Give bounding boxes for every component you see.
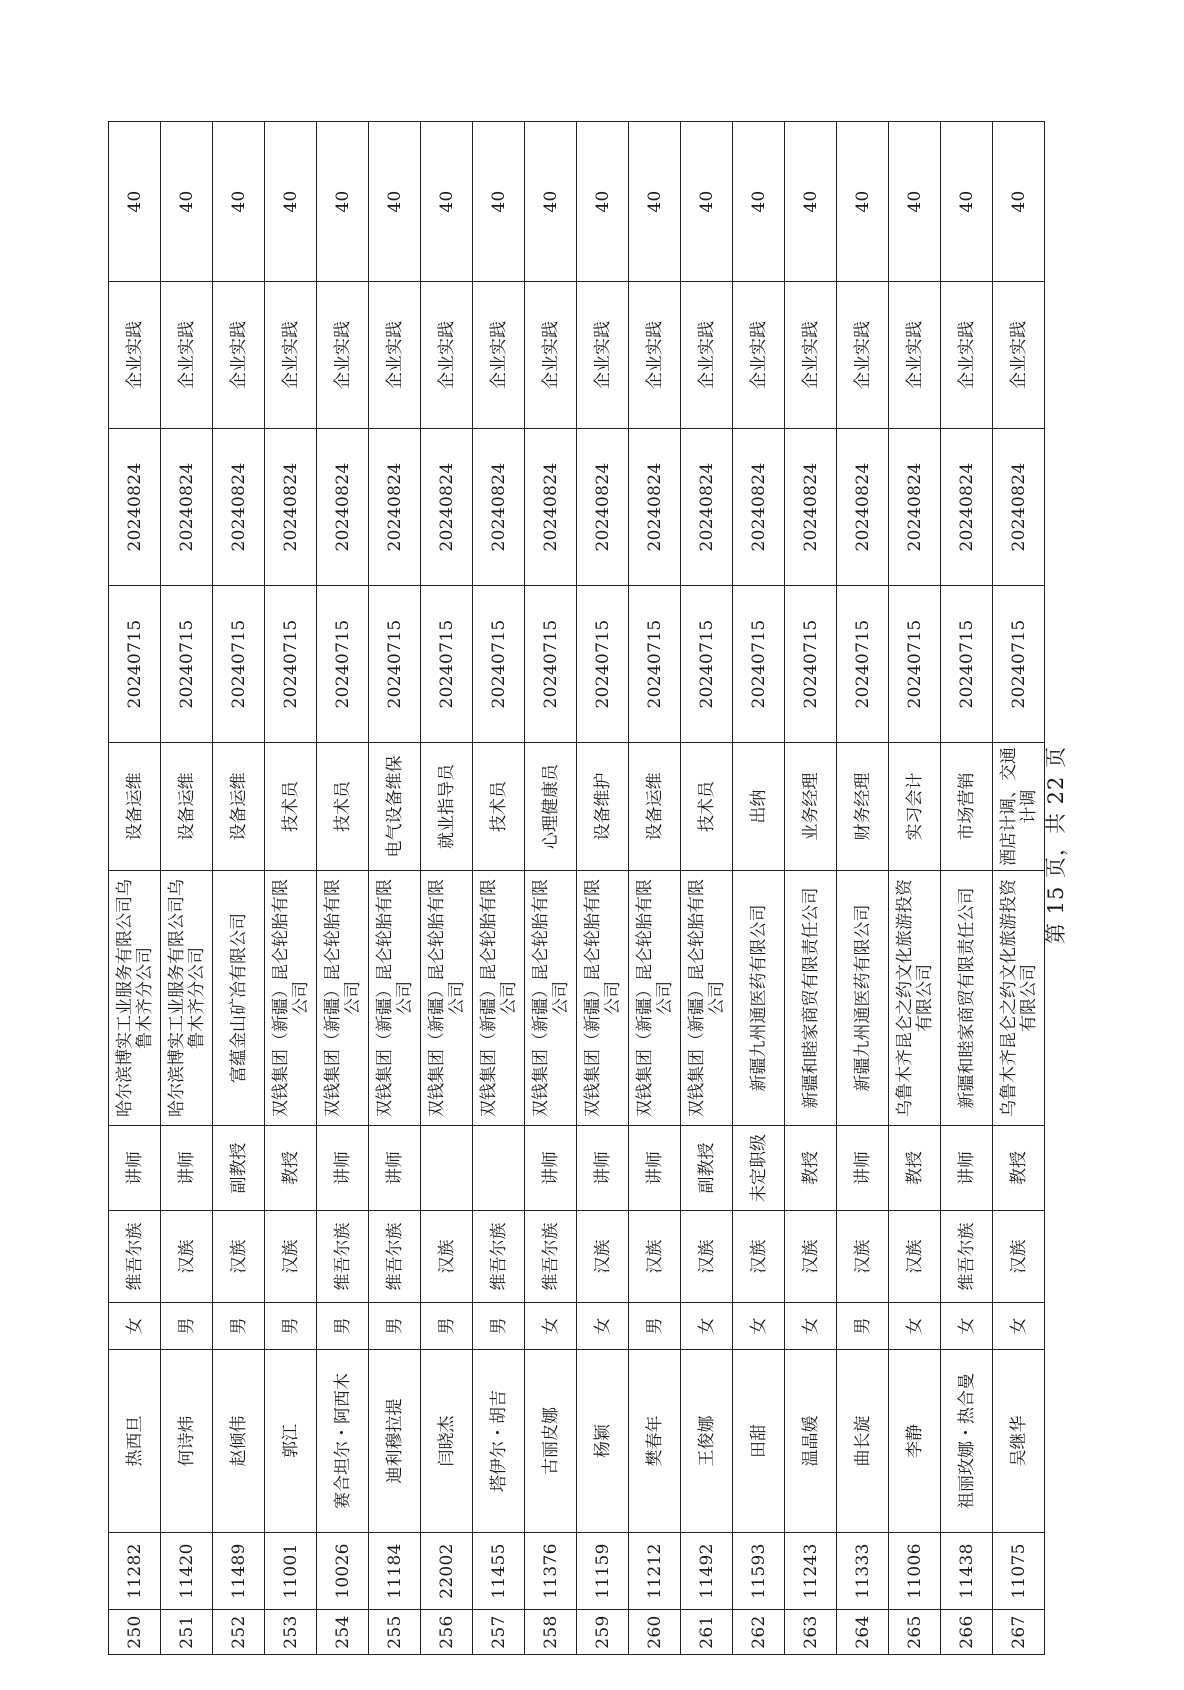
person-name-cell: 李静: [889, 1350, 941, 1533]
practice-type-cell: 企业实践: [109, 282, 161, 429]
start-date-cell: 20240715: [629, 586, 681, 743]
ethnicity-cell: 汉族: [161, 1211, 213, 1303]
company-name-cell: 哈尔滨博实工业服务有限公司乌鲁木齐分公司: [161, 871, 213, 1126]
ethnicity-cell: 汉族: [213, 1211, 265, 1303]
person-name-cell: 闫晓杰: [421, 1350, 473, 1533]
practice-type-cell: 企业实践: [837, 282, 889, 429]
position-cell: 设备维护: [577, 743, 629, 871]
person-name-cell: 樊春年: [629, 1350, 681, 1533]
practice-type-cell: 企业实践: [993, 282, 1045, 429]
person-name-cell: 温晶媛: [785, 1350, 837, 1533]
job-title-cell: 副教授: [213, 1126, 265, 1211]
row-number-cell: 265: [889, 1610, 941, 1655]
start-date-cell: 20240715: [109, 586, 161, 743]
person-name-cell: 赛合坦尔・阿西木: [317, 1350, 369, 1533]
person-name-cell: 杨颖: [577, 1350, 629, 1533]
practice-type-cell: 企业实践: [733, 282, 785, 429]
company-name-cell: 双钱集团（新疆）昆仑轮胎有限公司: [369, 871, 421, 1126]
gender-cell: 男: [629, 1303, 681, 1350]
ethnicity-cell: 汉族: [265, 1211, 317, 1303]
position-cell: 技术员: [317, 743, 369, 871]
table-row: [317, 122, 369, 1655]
end-date-cell: 20240824: [941, 429, 993, 586]
table-row: [421, 122, 473, 1655]
hours-cell: 40: [161, 122, 213, 282]
end-date-cell: 20240824: [109, 429, 161, 586]
practice-type-cell: 企业实践: [785, 282, 837, 429]
person-name-cell: 迪利穆拉提: [369, 1350, 421, 1533]
gender-cell: 男: [265, 1303, 317, 1350]
table-row: [837, 122, 889, 1655]
company-name-cell: 新疆和睦家商贸有限责任公司: [785, 871, 837, 1126]
practice-type-cell: 企业实践: [889, 282, 941, 429]
position-cell: 设备运维: [629, 743, 681, 871]
company-name-cell: 乌鲁木齐昆仑之约文化旅游投资有限公司: [889, 871, 941, 1126]
job-title-cell: 讲师: [941, 1126, 993, 1211]
hours-cell: 40: [473, 122, 525, 282]
staff-id-cell: 11159: [577, 1533, 629, 1610]
end-date-cell: 20240824: [577, 429, 629, 586]
staff-id-cell: 11212: [629, 1533, 681, 1610]
ethnicity-cell: 汉族: [577, 1211, 629, 1303]
job-title-cell: 讲师: [525, 1126, 577, 1211]
table-row: [629, 122, 681, 1655]
table-body: [109, 122, 1045, 1655]
person-name-cell: 何诗炜: [161, 1350, 213, 1533]
end-date-cell: 20240824: [629, 429, 681, 586]
hours-cell: 40: [577, 122, 629, 282]
start-date-cell: 20240715: [161, 586, 213, 743]
start-date-cell: 20240715: [473, 586, 525, 743]
person-name-cell: 祖丽玫娜・热合曼: [941, 1350, 993, 1533]
hours-cell: 40: [525, 122, 577, 282]
ethnicity-cell: 汉族: [421, 1211, 473, 1303]
gender-cell: 男: [213, 1303, 265, 1350]
position-cell: 技术员: [681, 743, 733, 871]
start-date-cell: 20240715: [785, 586, 837, 743]
end-date-cell: 20240824: [161, 429, 213, 586]
end-date-cell: 20240824: [993, 429, 1045, 586]
gender-cell: 男: [473, 1303, 525, 1350]
job-title-cell: [421, 1126, 473, 1211]
practice-type-cell: 企业实践: [317, 282, 369, 429]
company-name-cell: 双钱集团（新疆）昆仑轮胎有限公司: [473, 871, 525, 1126]
company-name-cell: 双钱集团（新疆）昆仑轮胎有限公司: [317, 871, 369, 1126]
hours-cell: 40: [369, 122, 421, 282]
gender-cell: 男: [317, 1303, 369, 1350]
table-row: [733, 122, 785, 1655]
page-number: 第 15 页，共 22 页: [1044, 745, 1068, 945]
end-date-cell: 20240824: [317, 429, 369, 586]
position-cell: 出纳: [733, 743, 785, 871]
gender-cell: 男: [369, 1303, 421, 1350]
row-number-cell: 264: [837, 1610, 889, 1655]
job-title-cell: 教授: [785, 1126, 837, 1211]
position-cell: 心理健康员: [525, 743, 577, 871]
end-date-cell: 20240824: [837, 429, 889, 586]
ethnicity-cell: 汉族: [629, 1211, 681, 1303]
company-name-cell: 双钱集团（新疆）昆仑轮胎有限公司: [629, 871, 681, 1126]
row-number-cell: 252: [213, 1610, 265, 1655]
hours-cell: 40: [889, 122, 941, 282]
table-row: [681, 122, 733, 1655]
job-title-cell: [473, 1126, 525, 1211]
position-cell: 就业指导员: [421, 743, 473, 871]
start-date-cell: 20240715: [889, 586, 941, 743]
person-name-cell: 郭江: [265, 1350, 317, 1533]
ethnicity-cell: 维吾尔族: [473, 1211, 525, 1303]
table-row: [369, 122, 421, 1655]
company-name-cell: 新疆九州通医药有限公司: [837, 871, 889, 1126]
job-title-cell: 教授: [889, 1126, 941, 1211]
ethnicity-cell: 汉族: [889, 1211, 941, 1303]
hours-cell: 40: [941, 122, 993, 282]
staff-id-cell: 11333: [837, 1533, 889, 1610]
practice-type-cell: 企业实践: [525, 282, 577, 429]
row-number-cell: 251: [161, 1610, 213, 1655]
end-date-cell: 20240824: [473, 429, 525, 586]
staff-id-cell: 11489: [213, 1533, 265, 1610]
job-title-cell: 副教授: [681, 1126, 733, 1211]
hours-cell: 40: [421, 122, 473, 282]
staff-id-cell: 11438: [941, 1533, 993, 1610]
staff-id-cell: 11420: [161, 1533, 213, 1610]
ethnicity-cell: 维吾尔族: [109, 1211, 161, 1303]
row-number-cell: 260: [629, 1610, 681, 1655]
job-title-cell: 讲师: [161, 1126, 213, 1211]
job-title-cell: 讲师: [629, 1126, 681, 1211]
person-name-cell: 王俊娜: [681, 1350, 733, 1533]
start-date-cell: 20240715: [837, 586, 889, 743]
practice-type-cell: 企业实践: [941, 282, 993, 429]
ethnicity-cell: 汉族: [993, 1211, 1045, 1303]
position-cell: 酒店计调、交通计调: [993, 743, 1045, 871]
practice-type-cell: 企业实践: [161, 282, 213, 429]
company-name-cell: 双钱集团（新疆）昆仑轮胎有限公司: [265, 871, 317, 1126]
company-name-cell: 双钱集团（新疆）昆仑轮胎有限公司: [421, 871, 473, 1126]
end-date-cell: 20240824: [265, 429, 317, 586]
person-name-cell: 赵倾伟: [213, 1350, 265, 1533]
company-name-cell: 双钱集团（新疆）昆仑轮胎有限公司: [525, 871, 577, 1126]
company-name-cell: 哈尔滨博实工业服务有限公司乌鲁木齐分公司: [109, 871, 161, 1126]
teacher-practice-table: [108, 121, 1045, 1655]
end-date-cell: 20240824: [681, 429, 733, 586]
person-name-cell: 古丽皮娜: [525, 1350, 577, 1533]
row-number-cell: 254: [317, 1610, 369, 1655]
gender-cell: 女: [577, 1303, 629, 1350]
start-date-cell: 20240715: [369, 586, 421, 743]
staff-id-cell: 10026: [317, 1533, 369, 1610]
position-cell: 业务经理: [785, 743, 837, 871]
start-date-cell: 20240715: [317, 586, 369, 743]
position-cell: 技术员: [473, 743, 525, 871]
practice-type-cell: 企业实践: [369, 282, 421, 429]
row-number-cell: 258: [525, 1610, 577, 1655]
ethnicity-cell: 维吾尔族: [525, 1211, 577, 1303]
position-cell: 技术员: [265, 743, 317, 871]
start-date-cell: 20240715: [525, 586, 577, 743]
row-number-cell: 266: [941, 1610, 993, 1655]
staff-id-cell: 11184: [369, 1533, 421, 1610]
gender-cell: 男: [161, 1303, 213, 1350]
table-row: [941, 122, 993, 1655]
gender-cell: 女: [785, 1303, 837, 1350]
hours-cell: 40: [993, 122, 1045, 282]
company-name-cell: 新疆九州通医药有限公司: [733, 871, 785, 1126]
ethnicity-cell: 汉族: [733, 1211, 785, 1303]
staff-id-cell: 11376: [525, 1533, 577, 1610]
staff-id-cell: 11075: [993, 1533, 1045, 1610]
table-row: [525, 122, 577, 1655]
position-cell: 电气设备维保: [369, 743, 421, 871]
job-title-cell: 讲师: [577, 1126, 629, 1211]
staff-id-cell: 11282: [109, 1533, 161, 1610]
gender-cell: 女: [889, 1303, 941, 1350]
start-date-cell: 20240715: [733, 586, 785, 743]
rotated-table-wrapper: [108, 122, 1039, 1655]
company-name-cell: 双钱集团（新疆）昆仑轮胎有限公司: [681, 871, 733, 1126]
job-title-cell: 未定职级: [733, 1126, 785, 1211]
gender-cell: 女: [681, 1303, 733, 1350]
ethnicity-cell: 汉族: [681, 1211, 733, 1303]
practice-type-cell: 企业实践: [629, 282, 681, 429]
job-title-cell: 讲师: [369, 1126, 421, 1211]
start-date-cell: 20240715: [265, 586, 317, 743]
ethnicity-cell: 维吾尔族: [941, 1211, 993, 1303]
table-row: [161, 122, 213, 1655]
staff-id-cell: 22002: [421, 1533, 473, 1610]
company-name-cell: 双钱集团（新疆）昆仑轮胎有限公司: [577, 871, 629, 1126]
table-row: [213, 122, 265, 1655]
practice-type-cell: 企业实践: [213, 282, 265, 429]
hours-cell: 40: [681, 122, 733, 282]
ethnicity-cell: 维吾尔族: [369, 1211, 421, 1303]
row-number-cell: 263: [785, 1610, 837, 1655]
end-date-cell: 20240824: [369, 429, 421, 586]
hours-cell: 40: [109, 122, 161, 282]
job-title-cell: 教授: [993, 1126, 1045, 1211]
table-row: [993, 122, 1045, 1655]
practice-type-cell: 企业实践: [473, 282, 525, 429]
gender-cell: 男: [837, 1303, 889, 1350]
practice-type-cell: 企业实践: [421, 282, 473, 429]
row-number-cell: 261: [681, 1610, 733, 1655]
ethnicity-cell: 汉族: [785, 1211, 837, 1303]
gender-cell: 女: [993, 1303, 1045, 1350]
practice-type-cell: 企业实践: [577, 282, 629, 429]
page-footer: [1041, 735, 1071, 955]
company-name-cell: 新疆和睦家商贸有限责任公司: [941, 871, 993, 1126]
staff-id-cell: 11006: [889, 1533, 941, 1610]
person-name-cell: 吴继华: [993, 1350, 1045, 1533]
ethnicity-cell: 维吾尔族: [317, 1211, 369, 1303]
start-date-cell: 20240715: [421, 586, 473, 743]
start-date-cell: 20240715: [681, 586, 733, 743]
start-date-cell: 20240715: [941, 586, 993, 743]
end-date-cell: 20240824: [733, 429, 785, 586]
hours-cell: 40: [837, 122, 889, 282]
table-row: [109, 122, 161, 1655]
position-cell: 市场营销: [941, 743, 993, 871]
gender-cell: 女: [941, 1303, 993, 1350]
table-row: [889, 122, 941, 1655]
position-cell: 财务经理: [837, 743, 889, 871]
person-name-cell: 热西旦: [109, 1350, 161, 1533]
row-number-cell: 267: [993, 1610, 1045, 1655]
hours-cell: 40: [785, 122, 837, 282]
staff-id-cell: 11593: [733, 1533, 785, 1610]
gender-cell: 女: [733, 1303, 785, 1350]
end-date-cell: 20240824: [213, 429, 265, 586]
position-cell: 设备运维: [213, 743, 265, 871]
gender-cell: 女: [109, 1303, 161, 1350]
table-row: [785, 122, 837, 1655]
position-cell: 设备运维: [161, 743, 213, 871]
row-number-cell: 255: [369, 1610, 421, 1655]
person-name-cell: 田甜: [733, 1350, 785, 1533]
hours-cell: 40: [213, 122, 265, 282]
company-name-cell: 乌鲁木齐昆仑之约文化旅游投资有限公司: [993, 871, 1045, 1126]
table-row: [265, 122, 317, 1655]
table-row: [473, 122, 525, 1655]
start-date-cell: 20240715: [993, 586, 1045, 743]
row-number-cell: 262: [733, 1610, 785, 1655]
practice-type-cell: 企业实践: [265, 282, 317, 429]
hours-cell: 40: [733, 122, 785, 282]
row-number-cell: 259: [577, 1610, 629, 1655]
position-cell: 设备运维: [109, 743, 161, 871]
hours-cell: 40: [317, 122, 369, 282]
start-date-cell: 20240715: [577, 586, 629, 743]
row-number-cell: 256: [421, 1610, 473, 1655]
job-title-cell: 讲师: [109, 1126, 161, 1211]
job-title-cell: 讲师: [317, 1126, 369, 1211]
ethnicity-cell: 汉族: [837, 1211, 889, 1303]
job-title-cell: 讲师: [837, 1126, 889, 1211]
end-date-cell: 20240824: [785, 429, 837, 586]
row-number-cell: 253: [265, 1610, 317, 1655]
person-name-cell: 曲长旋: [837, 1350, 889, 1533]
end-date-cell: 20240824: [421, 429, 473, 586]
position-cell: 实习会计: [889, 743, 941, 871]
row-number-cell: 250: [109, 1610, 161, 1655]
staff-id-cell: 11001: [265, 1533, 317, 1610]
staff-id-cell: 11492: [681, 1533, 733, 1610]
hours-cell: 40: [629, 122, 681, 282]
job-title-cell: 教授: [265, 1126, 317, 1211]
gender-cell: 女: [525, 1303, 577, 1350]
start-date-cell: 20240715: [213, 586, 265, 743]
end-date-cell: 20240824: [525, 429, 577, 586]
table-row: [577, 122, 629, 1655]
staff-id-cell: 11455: [473, 1533, 525, 1610]
gender-cell: 男: [421, 1303, 473, 1350]
end-date-cell: 20240824: [889, 429, 941, 586]
practice-type-cell: 企业实践: [681, 282, 733, 429]
company-name-cell: 富蕴金山矿冶有限公司: [213, 871, 265, 1126]
row-number-cell: 257: [473, 1610, 525, 1655]
staff-id-cell: 11243: [785, 1533, 837, 1610]
hours-cell: 40: [265, 122, 317, 282]
person-name-cell: 塔伊尔・胡吉: [473, 1350, 525, 1533]
